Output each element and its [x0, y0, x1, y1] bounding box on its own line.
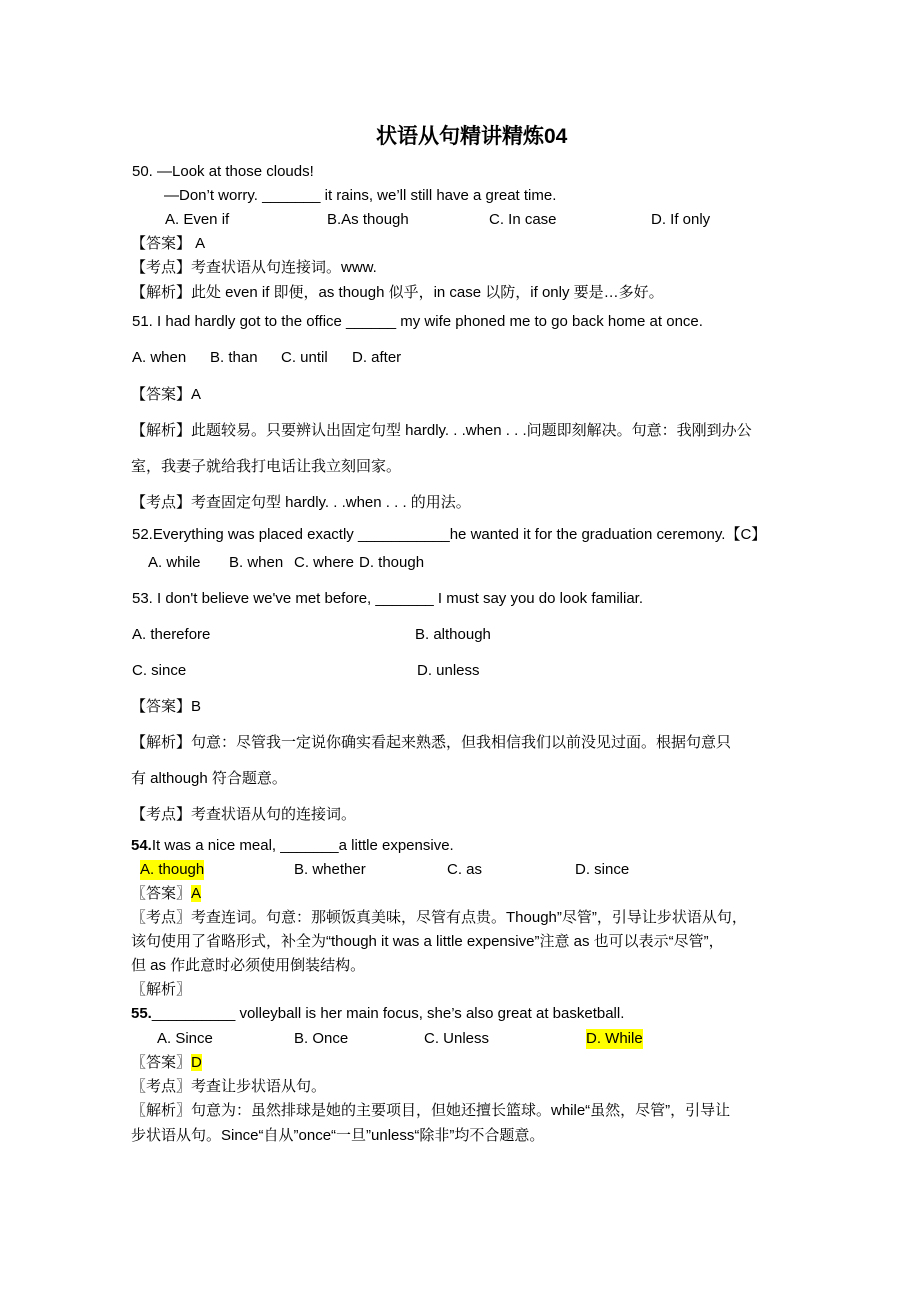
q52-option-b: B. when: [229, 554, 284, 571]
q53-answer: 【答案】B: [131, 698, 202, 715]
q51-option-c: C. until: [281, 349, 328, 366]
answer-label: 〖答案〗: [131, 1054, 192, 1071]
q51-option-b: B. than: [210, 349, 258, 366]
q55-answer: [131, 1053, 202, 1073]
q51-question: 51. I had hardly got to the office ______ my wife phoned me to go back home at once.: [132, 313, 703, 330]
q53-analysis-1: 【解析】句意：尽管我一定说你确实看起来熟悉，但我相信我们以前没见过面。根据句意只: [131, 734, 732, 751]
q54-point-1: 〖考点〗考查连词。句意：那顿饭真美味，尽管有点贵。Though”尽管”，引导让步状语从句，: [131, 909, 747, 926]
q51-point: 【考点】考查固定句型 hardly. . .when . . . 的用法。: [131, 494, 471, 511]
q51-option-a: A. when: [132, 349, 187, 366]
q53-option-d: D. unless: [417, 662, 480, 679]
q51-analysis-1: 【解析】此题较易。只要辨认出固定句型 hardly. . .when . . .问题即刻解决。句意：我刚到办公: [131, 422, 752, 439]
q52-option-d: D. though: [359, 554, 425, 571]
q50-option-d: D. If only: [651, 211, 711, 228]
q50-option-b: B.As though: [327, 211, 409, 228]
q50-line2: —Don’t worry. _______ it rains, we’ll still have a great time.: [164, 187, 557, 204]
q55-analysis-2: 步状语从句。Since“自从”once“一旦”unless“除非”均不合题意。: [131, 1127, 545, 1144]
q54-answer: [131, 884, 201, 904]
q53-point: 【考点】考查状语从句的连接词。: [131, 806, 357, 823]
q54-text: It was a nice meal, _______a little expensive.: [151, 837, 454, 854]
q53-analysis-2: 有 although 符合题意。: [131, 770, 287, 787]
q53-option-b: B. although: [415, 626, 491, 643]
q51-option-d: D. after: [352, 349, 402, 366]
q55-point: 〖考点〗考查让步状语从句。: [131, 1078, 327, 1095]
q50-point: 【考点】考查状语从句连接词。www.: [131, 259, 377, 276]
q50-option-a: A. Even if: [165, 211, 230, 228]
q50-line1: 50. —Look at those clouds!: [132, 163, 314, 180]
q55-question: [131, 1004, 624, 1024]
q54-number: 54.: [131, 837, 152, 854]
q54-analysis: 〖解析〗: [131, 981, 192, 998]
q55-option-d: D. While: [586, 1030, 643, 1047]
q51-analysis-2: 室，我妻子就给我打电话让我立刻回家。: [131, 458, 402, 475]
answer-value: A: [191, 885, 202, 902]
q52-question: 52.Everything was placed exactly ___________he wanted it for the graduation ceremony.【C】: [132, 526, 767, 543]
q54-option-d: D. since: [575, 861, 630, 878]
q54-point-2: 该句使用了省略形式，补全为“though it was a little expensive”注意 as 也可以表示“尽管”，: [131, 933, 724, 950]
q55-text: __________ volleyball is her main focus, she’s also great at basketball.: [151, 1005, 625, 1022]
answer-label: 〖答案〗: [131, 885, 192, 902]
q52-option-a: A. while: [148, 554, 201, 571]
q54-option-c: C. as: [447, 861, 483, 878]
q54-option-b: B. whether: [294, 861, 366, 878]
q51-answer: 【答案】A: [131, 386, 202, 403]
q55-option-a: A. Since: [157, 1030, 213, 1047]
q54-question: [131, 836, 454, 856]
q50-answer: 【答案】 A: [131, 235, 206, 252]
q50-option-c: C. In case: [489, 211, 557, 228]
q53-option-a: A. therefore: [132, 626, 211, 643]
q50-analysis: 【解析】此处 even if 即便，as though 似乎，in case 以防，if only 要是…多好。: [131, 284, 664, 301]
answer-value: D: [191, 1054, 202, 1071]
q54-point-3: 但 as 作此意时必须使用倒装结构。: [131, 957, 366, 974]
q52-option-c: C. where: [294, 554, 355, 571]
q53-option-c: C. since: [132, 662, 187, 679]
q55-analysis-1: 〖解析〗句意为：虽然排球是她的主要项目，但她还擅长篮球。while“虽然，尽管”，引导让: [131, 1102, 731, 1119]
q54-option-a: A. though: [140, 861, 205, 878]
q55-option-c: C. Unless: [424, 1030, 490, 1047]
q55-option-b: B. Once: [294, 1030, 349, 1047]
q53-question: 53. I don't believe we've met before, _______ I must say you do look familiar.: [132, 590, 644, 607]
q55-number: 55.: [131, 1005, 152, 1022]
page-title: 状语从句精讲精炼04: [376, 125, 568, 148]
